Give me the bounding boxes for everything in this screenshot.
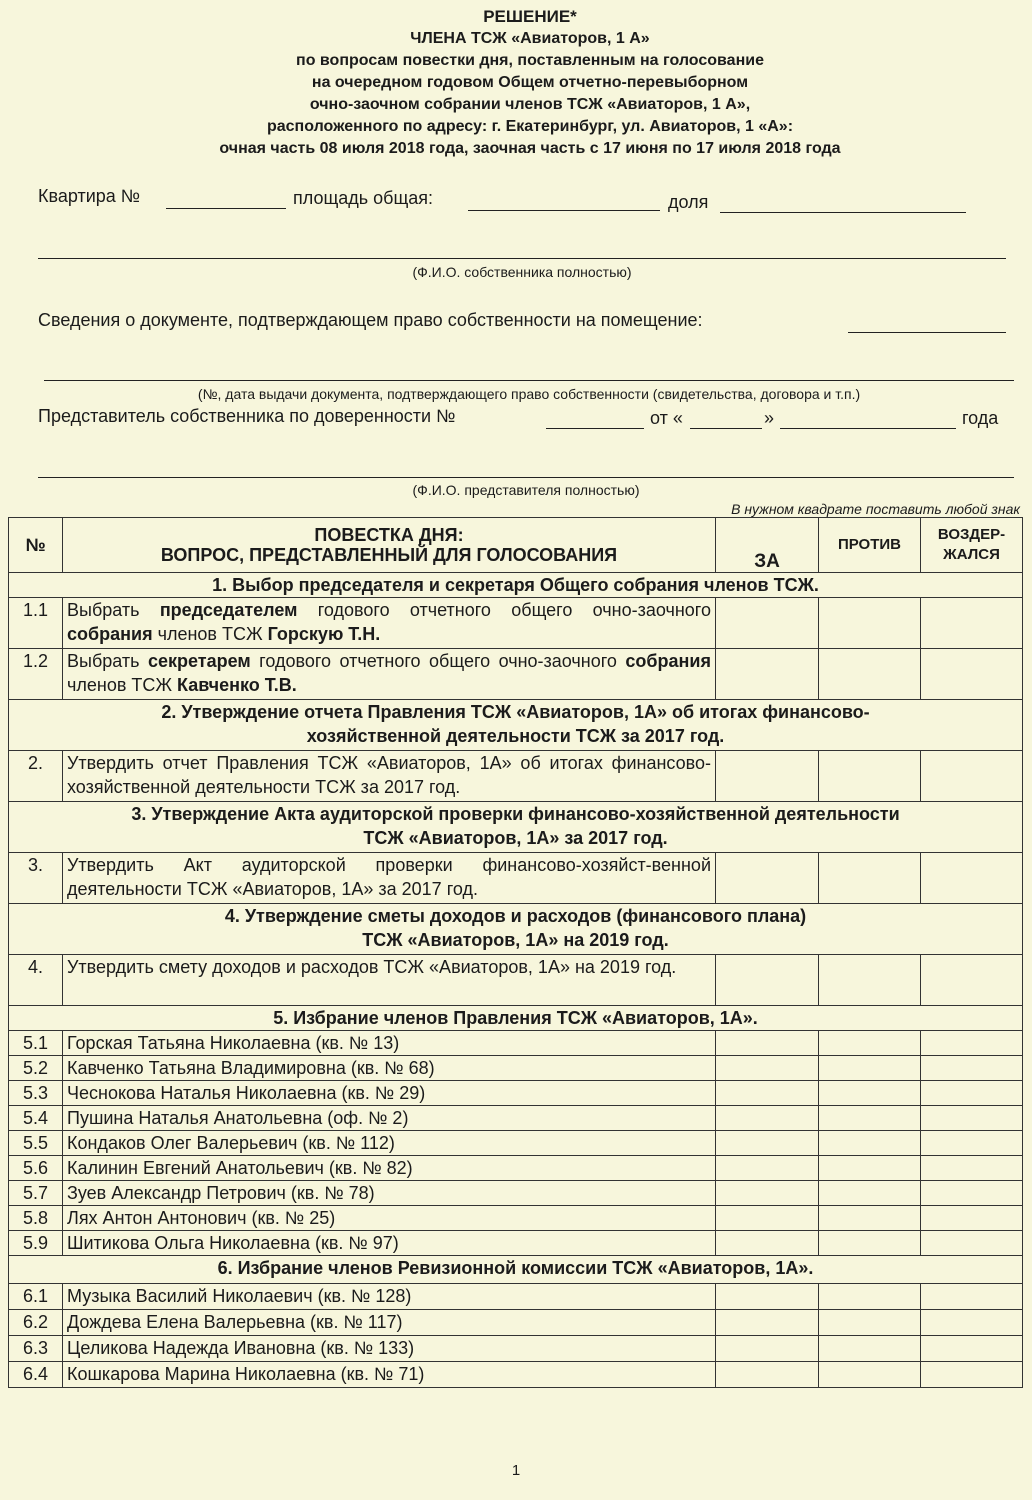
vote-abstain-cell[interactable] bbox=[921, 1081, 1023, 1106]
header-line: расположенного по адресу: г. Екатеринбург, ул. Авиаторов, 1 «А»: bbox=[266, 118, 794, 135]
vote-against-cell[interactable] bbox=[819, 1362, 921, 1388]
quote-close: » bbox=[764, 408, 775, 428]
text-bold: Кавченко Т.В. bbox=[177, 675, 297, 695]
vote-abstain-cell[interactable] bbox=[921, 853, 1023, 904]
section-title-line: хозяйственной деятельности ТСЖ за 2017 год. bbox=[306, 726, 725, 746]
vote-against-cell[interactable] bbox=[819, 1231, 921, 1256]
candidate-row bbox=[9, 1181, 1023, 1206]
representative-label: Представитель собственника по доверенности № bbox=[38, 406, 456, 426]
question-text: Утвердить смету доходов и расходов ТСЖ «Авиаторов, 1А» на 2019 год. bbox=[63, 955, 716, 1006]
document-label: Сведения о документе, подтверждающем право собственности на помещение: bbox=[38, 310, 703, 330]
attorney-day-field[interactable] bbox=[690, 428, 762, 429]
col-against-header: ПРОТИВ bbox=[819, 518, 921, 573]
question-number: 1.1 bbox=[9, 598, 63, 649]
col-abstain-header bbox=[921, 518, 1023, 573]
candidate-name: Шитикова Ольга Николаевна (кв. № 97) bbox=[63, 1231, 716, 1256]
vote-against-cell[interactable] bbox=[819, 1056, 921, 1081]
owner-name-field[interactable] bbox=[38, 258, 1006, 259]
vote-for-cell[interactable] bbox=[716, 1310, 819, 1336]
power-of-attorney-number-field[interactable] bbox=[546, 428, 644, 429]
question-row bbox=[9, 598, 1023, 649]
candidate-number: 5.1 bbox=[9, 1031, 63, 1056]
vote-abstain-cell[interactable] bbox=[921, 1156, 1023, 1181]
representative-caption: (Ф.И.О. представителя полностью) bbox=[412, 482, 640, 498]
question-row bbox=[9, 853, 1023, 904]
vote-abstain-cell[interactable] bbox=[921, 1181, 1023, 1206]
section-row bbox=[9, 573, 1023, 598]
col-for-header: ЗА bbox=[716, 518, 819, 573]
candidate-name: Лях Антон Антонович (кв. № 25) bbox=[63, 1206, 716, 1231]
owner-caption: (Ф.И.О. собственника полностью) bbox=[412, 264, 632, 280]
vote-abstain-cell[interactable] bbox=[921, 1336, 1023, 1362]
section-row bbox=[9, 1006, 1023, 1031]
vote-for-cell[interactable] bbox=[716, 1231, 819, 1256]
question-row bbox=[9, 955, 1023, 1006]
candidate-number: 5.2 bbox=[9, 1056, 63, 1081]
text-part: годового отчетного общего очно-заочного bbox=[297, 600, 711, 620]
candidate-row bbox=[9, 1106, 1023, 1131]
section-title: 5. Избрание членов Правления ТСЖ «Авиаторов, 1А». bbox=[9, 1006, 1023, 1031]
vote-against-cell[interactable] bbox=[819, 853, 921, 904]
vote-for-cell[interactable] bbox=[716, 1131, 819, 1156]
document-field-line2[interactable] bbox=[44, 380, 1014, 381]
representative-name-field[interactable] bbox=[38, 477, 1014, 478]
candidate-number: 5.5 bbox=[9, 1131, 63, 1156]
vote-abstain-cell[interactable] bbox=[921, 1131, 1023, 1156]
section-title-line: 4. Утверждение сметы доходов и расходов (финансового плана) bbox=[224, 906, 807, 926]
vote-abstain-cell[interactable] bbox=[921, 649, 1023, 700]
section-row bbox=[9, 700, 1023, 751]
section-title bbox=[9, 700, 1023, 751]
section-title bbox=[9, 802, 1023, 853]
question-text bbox=[63, 649, 716, 700]
vote-abstain-cell[interactable] bbox=[921, 751, 1023, 802]
vote-for-cell[interactable] bbox=[716, 598, 819, 649]
candidate-name: Зуев Александр Петрович (кв. № 78) bbox=[63, 1181, 716, 1206]
candidate-number: 6.3 bbox=[9, 1336, 63, 1362]
candidate-number: 5.4 bbox=[9, 1106, 63, 1131]
question-text bbox=[63, 598, 716, 649]
candidate-name: Кавченко Татьяна Владимировна (кв. № 68) bbox=[63, 1056, 716, 1081]
col-agenda-header bbox=[63, 518, 716, 573]
candidate-name: Музыка Василий Николаевич (кв. № 128) bbox=[63, 1284, 716, 1310]
candidate-name: Целикова Надежда Ивановна (кв. № 133) bbox=[63, 1336, 716, 1362]
vote-against-cell[interactable] bbox=[819, 955, 921, 1006]
header-line: ЧЛЕНА ТСЖ «Авиаторов, 1 А» bbox=[410, 30, 650, 47]
apartment-number-field[interactable] bbox=[166, 208, 286, 209]
question-text: Утвердить отчет Правления ТСЖ «Авиаторов, 1А» об итогах финансово-хозяйственной деятельности ТСЖ за 2017 год. bbox=[63, 751, 716, 802]
vote-abstain-cell[interactable] bbox=[921, 1106, 1023, 1131]
candidate-row bbox=[9, 1284, 1023, 1310]
attorney-month-field[interactable] bbox=[780, 428, 956, 429]
apartment-label: Квартира № bbox=[38, 186, 141, 206]
text-bold: собрания bbox=[625, 651, 711, 671]
header-line: очно-заочном собрании членов ТСЖ «Авиаторов, 1 А», bbox=[309, 96, 751, 113]
vote-against-cell[interactable] bbox=[819, 1131, 921, 1156]
vote-for-cell[interactable] bbox=[716, 1206, 819, 1231]
candidate-name: Горская Татьяна Николаевна (кв. № 13) bbox=[63, 1031, 716, 1056]
question-row bbox=[9, 751, 1023, 802]
vote-for-cell[interactable] bbox=[716, 1336, 819, 1362]
text-part: Выбрать bbox=[67, 600, 160, 620]
agenda-header-line2: ВОПРОС, ПРЕДСТАВЛЕННЫЙ ДЛЯ ГОЛОСОВАНИЯ bbox=[160, 545, 618, 565]
vote-against-cell[interactable] bbox=[819, 598, 921, 649]
candidate-number: 5.7 bbox=[9, 1181, 63, 1206]
question-number: 2. bbox=[9, 751, 63, 802]
candidate-row bbox=[9, 1081, 1023, 1106]
header-line: очная часть 08 июля 2018 года, заочная часть с 17 июня по 17 июля 2018 года bbox=[219, 140, 841, 157]
candidate-name: Дождева Елена Валерьевна (кв. № 117) bbox=[63, 1310, 716, 1336]
section-row bbox=[9, 904, 1023, 955]
candidate-number: 5.3 bbox=[9, 1081, 63, 1106]
candidate-row bbox=[9, 1206, 1023, 1231]
vote-abstain-cell[interactable] bbox=[921, 1362, 1023, 1388]
vote-against-cell[interactable] bbox=[819, 1284, 921, 1310]
vote-for-cell[interactable] bbox=[716, 1181, 819, 1206]
text-part: Выбрать bbox=[67, 651, 148, 671]
col-number-header: № bbox=[9, 518, 63, 573]
vote-for-cell[interactable] bbox=[716, 955, 819, 1006]
page-number: 1 bbox=[511, 1462, 521, 1479]
candidate-name: Кондаков Олег Валерьевич (кв. № 112) bbox=[63, 1131, 716, 1156]
candidate-row bbox=[9, 1031, 1023, 1056]
candidate-name: Калинин Евгений Анатольевич (кв. № 82) bbox=[63, 1156, 716, 1181]
header-line: на очередном годовом Общем отчетно-перевыборном bbox=[311, 74, 749, 91]
question-number: 4. bbox=[9, 955, 63, 1006]
candidate-number: 6.2 bbox=[9, 1310, 63, 1336]
share-label: доля bbox=[668, 192, 709, 212]
candidate-number: 5.8 bbox=[9, 1206, 63, 1231]
text-bold: Горскую Т.Н. bbox=[267, 624, 381, 644]
candidate-name: Пушина Наталья Анатольевна (оф. № 2) bbox=[63, 1106, 716, 1131]
document-field[interactable] bbox=[848, 332, 1006, 333]
candidate-name: Кошкарова Марина Николаевна (кв. № 71) bbox=[63, 1362, 716, 1388]
header-line: по вопросам повестки дня, поставленным на голосование bbox=[296, 52, 764, 69]
from-label: от « bbox=[650, 408, 683, 428]
vote-for-cell[interactable] bbox=[716, 1362, 819, 1388]
section-title: 6. Избрание членов Ревизионной комиссии ТСЖ «Авиаторов, 1А». bbox=[9, 1256, 1023, 1284]
candidate-row bbox=[9, 1156, 1023, 1181]
candidate-row bbox=[9, 1362, 1023, 1388]
question-number: 3. bbox=[9, 853, 63, 904]
candidate-number: 6.1 bbox=[9, 1284, 63, 1310]
question-row bbox=[9, 649, 1023, 700]
text-bold: собрания bbox=[67, 624, 153, 644]
year-label: года bbox=[962, 408, 999, 428]
question-text: Утвердить Акт аудиторской проверки финансово-хозяйст-венной деятельности ТСЖ «Авиаторов, 1А» за 2017 год. bbox=[63, 853, 716, 904]
text-part: членов ТСЖ bbox=[152, 624, 268, 644]
abstain-header-line2: ЖАЛСЯ bbox=[943, 546, 1000, 563]
vote-for-cell[interactable] bbox=[716, 1284, 819, 1310]
document-caption: (№, дата выдачи документа, подтверждающего право собственности (свидетельства, договора и т.п.) bbox=[197, 386, 861, 402]
vote-against-cell[interactable] bbox=[819, 1106, 921, 1131]
vote-abstain-cell[interactable] bbox=[921, 1031, 1023, 1056]
candidate-row bbox=[9, 1231, 1023, 1256]
area-field[interactable] bbox=[468, 210, 660, 211]
voting-table bbox=[8, 517, 1023, 1388]
section-row bbox=[9, 802, 1023, 853]
vote-for-cell[interactable] bbox=[716, 1031, 819, 1056]
vote-against-cell[interactable] bbox=[819, 1181, 921, 1206]
vote-against-cell[interactable] bbox=[819, 649, 921, 700]
instruction-note: В нужном квадрате поставить любой знак bbox=[731, 501, 1020, 517]
candidate-row bbox=[9, 1056, 1023, 1081]
area-label: площадь общая: bbox=[293, 188, 434, 208]
abstain-header-line1: ВОЗДЕР- bbox=[937, 526, 1006, 543]
candidate-name: Чеснокова Наталья Николаевна (кв. № 29) bbox=[63, 1081, 716, 1106]
vote-against-cell[interactable] bbox=[819, 1081, 921, 1106]
table-header-row bbox=[9, 518, 1023, 573]
section-title-line: 2. Утверждение отчета Правления ТСЖ «Авиаторов, 1А» об итогах финансово- bbox=[161, 702, 870, 722]
vote-for-cell[interactable] bbox=[716, 649, 819, 700]
vote-abstain-cell[interactable] bbox=[921, 1056, 1023, 1081]
text-bold: секретарем bbox=[147, 651, 251, 671]
vote-against-cell[interactable] bbox=[819, 1336, 921, 1362]
question-number: 1.2 bbox=[9, 649, 63, 700]
candidate-row bbox=[9, 1310, 1023, 1336]
vote-for-cell[interactable] bbox=[716, 1156, 819, 1181]
vote-against-cell[interactable] bbox=[819, 751, 921, 802]
vote-abstain-cell[interactable] bbox=[921, 955, 1023, 1006]
text-part: годового отчетного общего очно-заочного bbox=[250, 651, 626, 671]
vote-abstain-cell[interactable] bbox=[921, 1231, 1023, 1256]
candidate-row bbox=[9, 1131, 1023, 1156]
candidate-number: 5.6 bbox=[9, 1156, 63, 1181]
vote-against-cell[interactable] bbox=[819, 1031, 921, 1056]
vote-abstain-cell[interactable] bbox=[921, 1284, 1023, 1310]
share-field[interactable] bbox=[720, 212, 966, 213]
vote-for-cell[interactable] bbox=[716, 1106, 819, 1131]
section-title: 1. Выбор председателя и секретаря Общего собрания членов ТСЖ. bbox=[9, 573, 1023, 598]
candidate-row bbox=[9, 1336, 1023, 1362]
vote-for-cell[interactable] bbox=[716, 751, 819, 802]
vote-against-cell[interactable] bbox=[819, 1156, 921, 1181]
text-part: членов ТСЖ bbox=[67, 675, 178, 695]
section-title-line: ТСЖ «Авиаторов, 1А» за 2017 год. bbox=[363, 828, 668, 848]
document-title: РЕШЕНИЕ* bbox=[483, 7, 577, 26]
section-title bbox=[9, 904, 1023, 955]
candidate-number: 6.4 bbox=[9, 1362, 63, 1388]
vote-abstain-cell[interactable] bbox=[921, 1206, 1023, 1231]
vote-against-cell[interactable] bbox=[819, 1206, 921, 1231]
candidate-number: 5.9 bbox=[9, 1231, 63, 1256]
vote-for-cell[interactable] bbox=[716, 853, 819, 904]
text-bold: председателем bbox=[159, 600, 298, 620]
document-header bbox=[60, 6, 1000, 160]
section-title-line: 3. Утверждение Акта аудиторской проверки финансово-хозяйственной деятельности bbox=[131, 804, 900, 824]
vote-abstain-cell[interactable] bbox=[921, 1310, 1023, 1336]
agenda-header-line1: ПОВЕСТКА ДНЯ: bbox=[314, 525, 464, 545]
vote-for-cell[interactable] bbox=[716, 1081, 819, 1106]
vote-against-cell[interactable] bbox=[819, 1310, 921, 1336]
section-row bbox=[9, 1256, 1023, 1284]
vote-for-cell[interactable] bbox=[716, 1056, 819, 1081]
vote-abstain-cell[interactable] bbox=[921, 598, 1023, 649]
section-title-line: ТСЖ «Авиаторов, 1А» на 2019 год. bbox=[362, 930, 669, 950]
